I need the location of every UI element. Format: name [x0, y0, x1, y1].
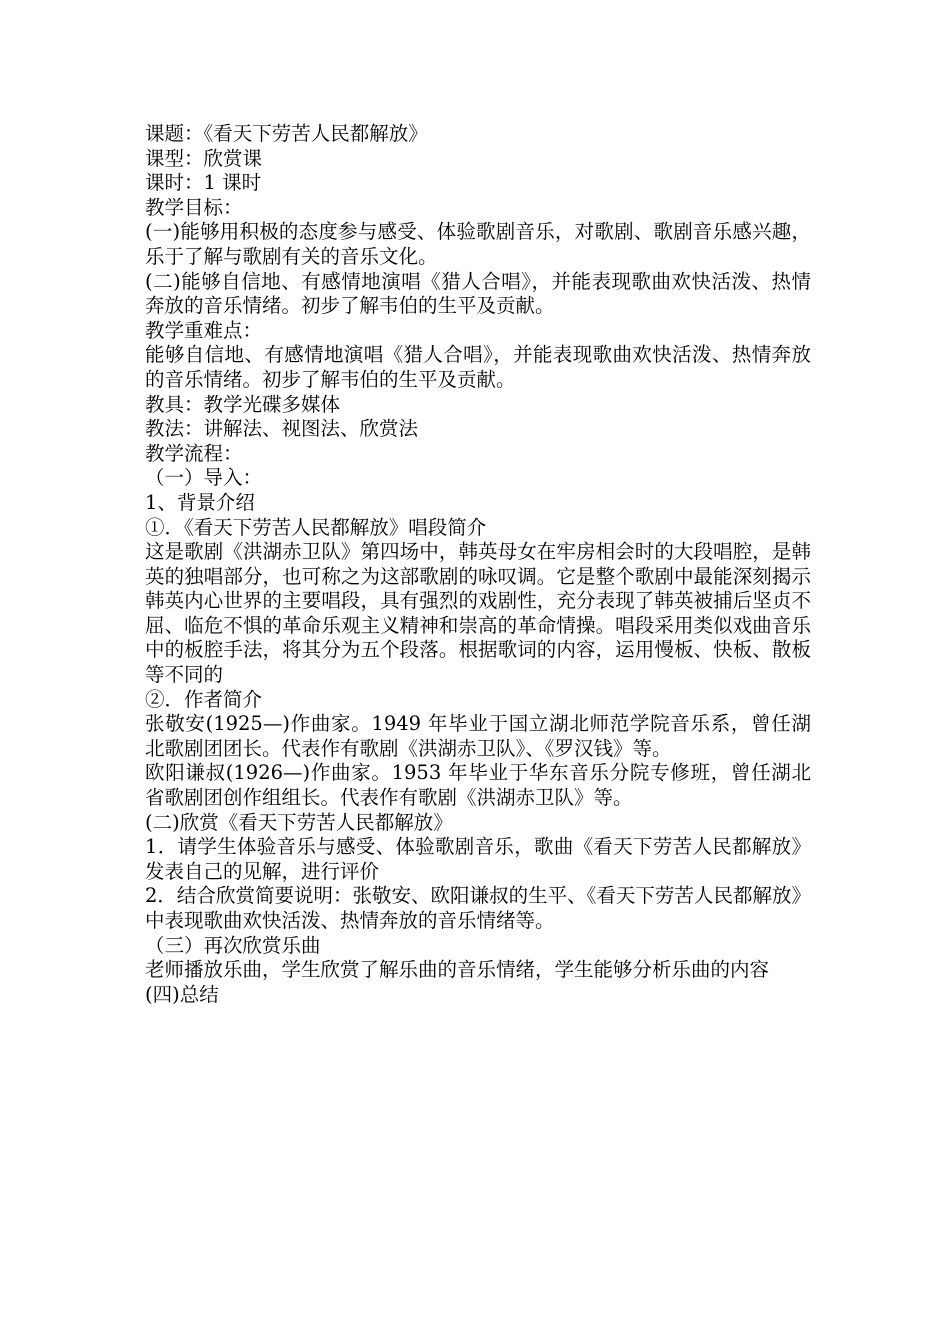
document-body [145, 122, 811, 1007]
lesson-type: 课型：欣赏课 [145, 146, 263, 170]
replay-text: 老师播放乐曲，学生欣赏了解乐曲的音乐情绪，学生能够分析乐曲的内容 [145, 958, 770, 982]
author-intro-heading: ②．作者简介 [145, 687, 263, 711]
section-summary-heading: (四)总结 [145, 982, 219, 1006]
author-ouyang-text: 欧阳谦叔(1926—)作曲家。1953 年毕业于华东音乐分院专修班，曾任湖北省歌剧团创作组组长。代表作有歌剧《洪湖赤卫队》等。 [145, 761, 811, 810]
objective-1: (一)能够用积极的态度参与感受、体验歌剧音乐，对歌剧、歌剧音乐感兴趣，乐于了解与歌剧有关的音乐文化。 [145, 220, 811, 268]
objectives-heading: 教学目标： [145, 195, 243, 219]
lesson-title: 课题：《看天下劳苦人民都解放》 [145, 122, 428, 145]
process-heading: 教学流程： [145, 441, 243, 465]
section-intro-heading: （一）导入： [145, 466, 263, 490]
lesson-hours: 课时：1 课时 [145, 171, 262, 195]
teaching-methods: 教法：讲解法、视图法、欣赏法 [145, 417, 419, 441]
appreciation-step-2: 2．结合欣赏简要说明：张敬安、欧阳谦叔的生平、《看天下劳苦人民都解放》中表现歌曲欢快活泼、热情奔放的音乐情绪等。 [145, 884, 811, 932]
appreciation-step-1: 1．请学生体验音乐与感受、体验歌剧音乐，歌曲《看天下劳苦人民都解放》发表自己的见解，进行评价 [145, 835, 811, 883]
section-appreciation-heading: (二)欣赏《看天下劳苦人民都解放》 [145, 810, 453, 834]
section-replay-heading: （三）再次欣赏乐曲 [145, 933, 321, 957]
aria-intro-heading: ①．《看天下劳苦人民都解放》唱段简介 [145, 515, 487, 539]
background-heading: 1、背景介绍 [145, 490, 255, 514]
key-points-text: 能够自信地、有感情地演唱《猎人合唱》，并能表现歌曲欢快活泼、热情奔放的音乐情绪。初步了解韦伯的生平及贡献。 [145, 343, 811, 391]
aria-intro-text: 这是歌剧《洪湖赤卫队》第四场中，韩英母女在牢房相会时的大段唱腔，是韩英的独唱部分，也可称之为这部歌剧的咏叹调。它是整个歌剧中最能深刻揭示韩英内心世界的主要唱段，具有强烈的戏剧性，充分表现了韩英被捕后坚贞不屈、临危不惧的革命乐观主义精神和崇高的革命情操。唱段采用类似戏曲音乐中的板腔手法，将其分为五个段落。根据歌词的内容，运用慢板、快板、散板等不同的 [145, 540, 811, 687]
objective-2: (二)能够自信地、有感情地演唱《猎人合唱》，并能表现歌曲欢快活泼、热情奔放的音乐情绪。初步了解韦伯的生平及贡献。 [145, 269, 811, 318]
teaching-aids: 教具：教学光碟多媒体 [145, 392, 341, 416]
author-zhang-text: 张敬安(1925—)作曲家。1949 年毕业于国立湖北师范学院音乐系，曾任湖北歌剧团团长。代表作有歌剧《洪湖赤卫队》、《罗汉钱》等。 [145, 712, 811, 760]
key-points-heading: 教学重难点： [145, 318, 263, 342]
